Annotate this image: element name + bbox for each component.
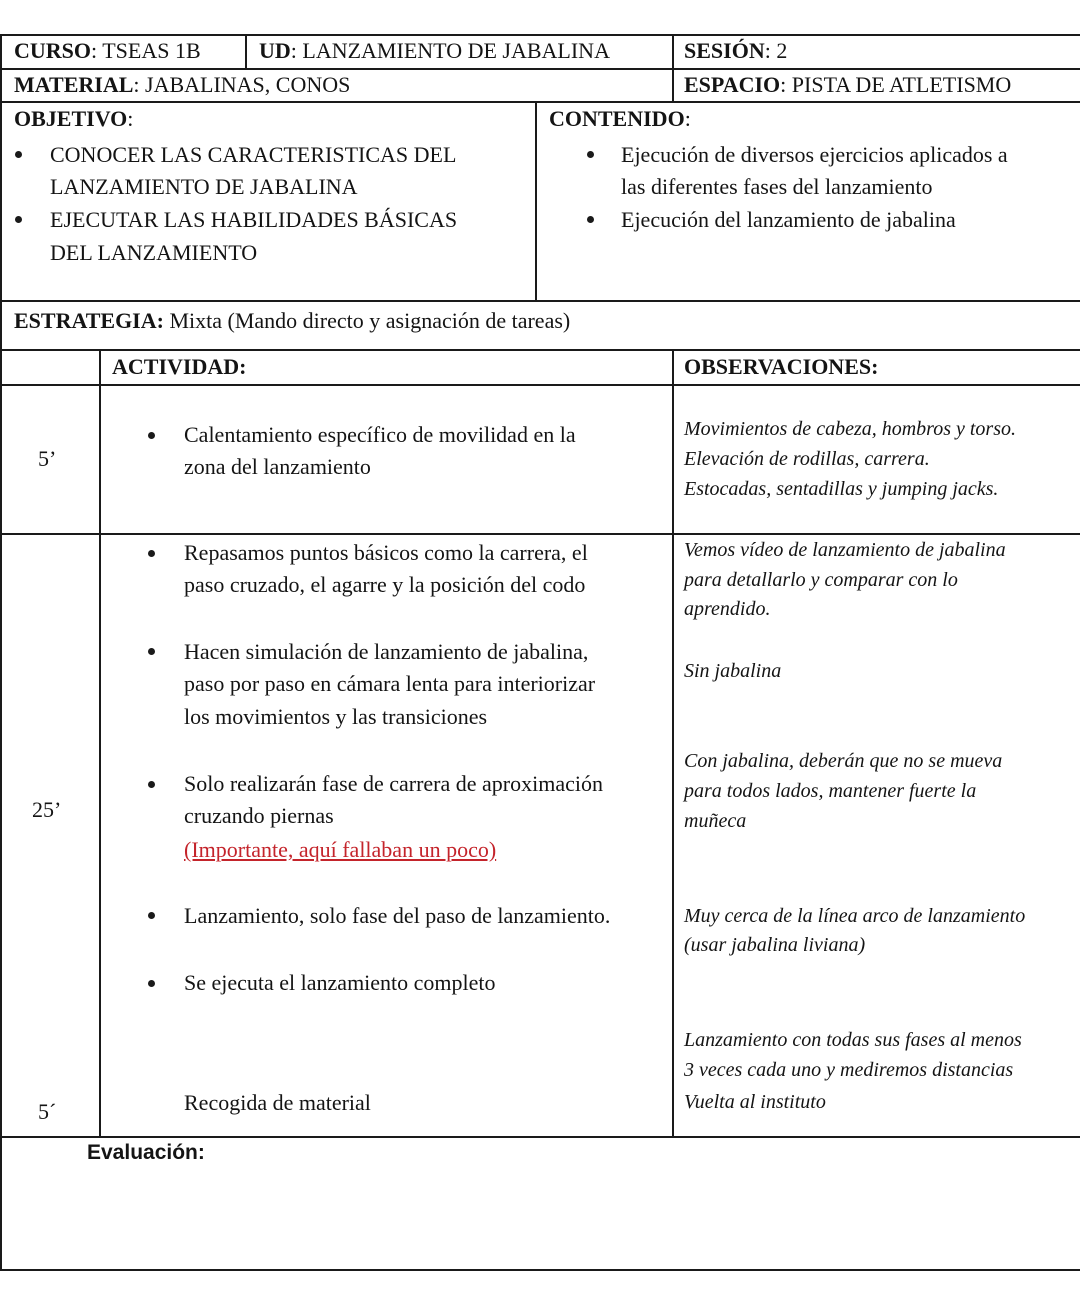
- activity-line: Se ejecuta el lanzamiento completo: [184, 970, 496, 995]
- important-note: (Importante, aquí fallaban un poco): [184, 837, 497, 862]
- activity-line: paso cruzado, el agarre y la posición del codo: [184, 572, 586, 597]
- grid-line: [535, 101, 537, 301]
- row-time: 5´: [38, 1099, 57, 1124]
- observation-line: Vuelta al instituto: [684, 1091, 826, 1113]
- observation-line: 3 veces cada uno y mediremos distancias: [684, 1059, 1014, 1081]
- bullet-icon: [148, 912, 155, 919]
- row-time: 25’: [32, 797, 62, 822]
- bullet-icon: [148, 550, 155, 557]
- bullet-icon: [148, 648, 155, 655]
- grid-line: [245, 34, 247, 68]
- contenido-colon: :: [684, 106, 691, 131]
- activity-line: Hacen simulación de lanzamiento de jabalina,: [184, 639, 589, 664]
- observation-line: Muy cerca de la línea arco de lanzamiento: [684, 905, 1026, 927]
- objetivo-colon: :: [127, 106, 134, 131]
- objetivo-item-2-line-1: EJECUTAR LAS HABILIDADES BÁSICAS: [50, 207, 458, 232]
- contenido-item-1-line-1: Ejecución de diversos ejercicios aplicados a: [621, 142, 1008, 167]
- bullet-icon: [587, 151, 594, 158]
- observation-line: Sin jabalina: [684, 660, 782, 682]
- objetivo-item-2-line-2: DEL LANZAMIENTO: [50, 240, 258, 265]
- grid-line: [0, 384, 1080, 386]
- activity-line: los movimientos y las transiciones: [184, 704, 488, 729]
- sesion-label: SESIÓN: [684, 38, 765, 63]
- grid-line: [0, 300, 1080, 302]
- objetivo-item-1-line-2: LANZAMIENTO DE JABALINA: [50, 174, 358, 199]
- espacio-field: [684, 69, 1011, 101]
- estrategia-field: [14, 305, 570, 337]
- grid-line: [0, 34, 2, 1271]
- curso-label: CURSO: [14, 38, 92, 63]
- observation-line: muñeca: [684, 810, 747, 832]
- bullet-icon: [15, 151, 22, 158]
- observation-line: (usar jabalina liviana): [684, 934, 866, 956]
- sesion-field: [684, 35, 787, 67]
- grid-line: [672, 349, 674, 1138]
- observation-line: Vemos vídeo de lanzamiento de jabalina: [684, 539, 1006, 561]
- espacio-label: ESPACIO: [684, 72, 781, 97]
- material-field: [14, 69, 350, 101]
- observation-line: Lanzamiento con todas sus fases al menos: [684, 1029, 1022, 1051]
- objetivo-label: OBJETIVO: [14, 106, 128, 131]
- objetivo-item-1-line-1: CONOCER LAS CARACTERISTICAS DEL: [50, 142, 457, 167]
- bullet-icon: [148, 980, 155, 987]
- activity-line: Repasamos puntos básicos como la carrera, el: [184, 540, 588, 565]
- material-label: MATERIAL: [14, 72, 134, 97]
- observation-line: para detallarlo y comparar con lo: [684, 569, 958, 591]
- grid-line: [0, 101, 1080, 103]
- observation-line: aprendido.: [684, 598, 771, 620]
- bullet-icon: [148, 432, 155, 439]
- sesion-value: : 2: [764, 38, 788, 63]
- observaciones-header: OBSERVACIONES:: [684, 354, 879, 379]
- estrategia-value: Mixta (Mando directo y asignación de tareas): [163, 308, 571, 333]
- bullet-icon: [15, 216, 22, 223]
- bullet-icon: [148, 781, 155, 788]
- contenido-item-1-line-2: las diferentes fases del lanzamiento: [621, 174, 933, 199]
- evaluacion-label: Evaluación:: [87, 1141, 205, 1164]
- curso-field: [14, 35, 201, 67]
- contenido-item-2-line-1: Ejecución del lanzamiento de jabalina: [621, 207, 956, 232]
- activity-line: zona del lanzamiento: [184, 454, 371, 479]
- observation-line: Elevación de rodillas, carrera.: [684, 448, 930, 470]
- contenido-label: CONTENIDO: [549, 106, 685, 131]
- contenido-heading: [549, 103, 691, 135]
- activity-line: Calentamiento específico de movilidad en la: [184, 422, 576, 447]
- grid-line: [672, 34, 674, 101]
- activity-line: cruzando piernas: [184, 803, 334, 828]
- grid-line: [0, 1269, 1080, 1271]
- ud-value: : LANZAMIENTO DE JABALINA: [290, 38, 610, 63]
- grid-line: [99, 349, 101, 1138]
- bullet-icon: [587, 216, 594, 223]
- observation-line: Estocadas, sentadillas y jumping jacks.: [684, 478, 999, 500]
- objetivo-heading: [14, 103, 133, 135]
- row-time: 5’: [38, 446, 57, 471]
- activity-line: Solo realizarán fase de carrera de aproximación: [184, 771, 603, 796]
- actividad-header: ACTIVIDAD:: [112, 354, 247, 379]
- material-value: : JABALINAS, CONOS: [133, 72, 351, 97]
- estrategia-label: ESTRATEGIA:: [14, 308, 164, 333]
- curso-value: : TSEAS 1B: [91, 38, 201, 63]
- observation-line: Con jabalina, deberán que no se mueva: [684, 750, 1003, 772]
- activity-line: paso por paso en cámara lenta para interiorizar: [184, 671, 596, 696]
- activity-line: Recogida de material: [184, 1090, 371, 1115]
- activity-line: Lanzamiento, solo fase del paso de lanzamiento.: [184, 903, 611, 928]
- observation-line: Movimientos de cabeza, hombros y torso.: [684, 418, 1016, 440]
- ud-label: UD: [259, 38, 291, 63]
- ud-field: [259, 35, 610, 67]
- espacio-value: : PISTA DE ATLETISMO: [780, 72, 1012, 97]
- observation-line: para todos lados, mantener fuerte la: [684, 780, 977, 802]
